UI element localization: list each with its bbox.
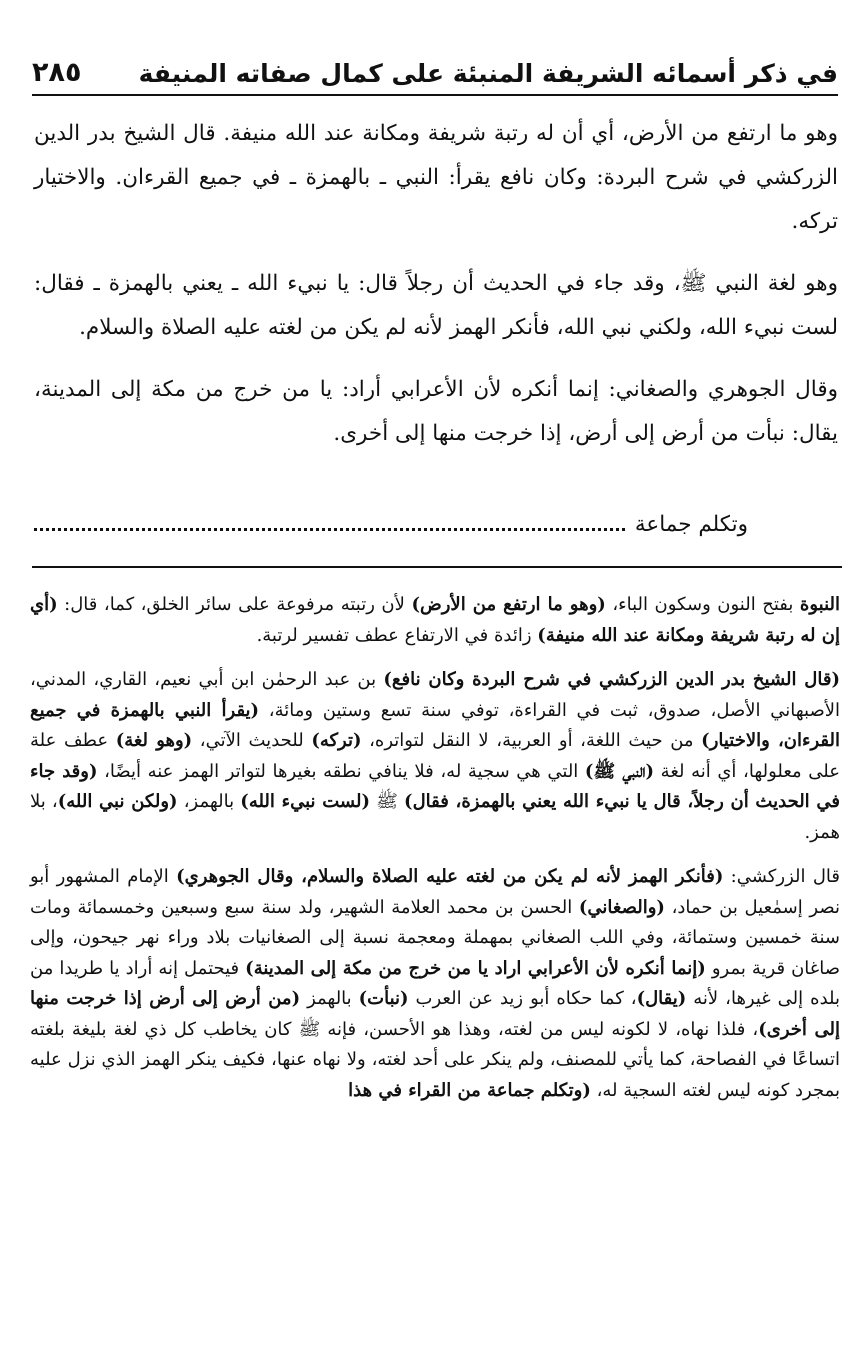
page-number: ٢٨٥ bbox=[32, 57, 82, 88]
commentary-segment: من حيث اللغة، أو العربية، لا النقل لتواتره، bbox=[361, 730, 702, 751]
commentary-quote: (والصغاني) bbox=[578, 896, 665, 918]
commentary-segment: قال الزركشي: bbox=[723, 866, 840, 887]
commentary-quote: (قال الشيخ بدر الدين الزركشي في شرح البردة وكان نافع) bbox=[383, 669, 840, 690]
catchline-text: وتكلم جماعة bbox=[634, 512, 748, 537]
page-header bbox=[32, 38, 838, 96]
commentary-segment: بن عبد الرحمٰن ابن أبي نعيم، القاري، المدني، الأصبهاني الأصل، صدوق، ثبت في القراءة، توفي سنة تسع وستين ومائة، bbox=[30, 669, 840, 721]
commentary-quote: (وهو ما ارتفع من الأرض) bbox=[411, 594, 606, 615]
main-paragraph: وقال الجوهري والصغاني: إنما أنكره لأن الأعرابي أراد: يا من خرج من مكة إلى المدينة، يقال: نبأت من أرض إلى أرض، إذا خرجت منها إلى أخرى. bbox=[34, 377, 838, 446]
main-text bbox=[34, 112, 838, 474]
header-title: في ذكر أسمائه الشريفة المنبئة على كمال صفاته المنيفة bbox=[138, 59, 838, 88]
commentary-paragraph bbox=[30, 665, 840, 848]
commentary-quote: (يقال) bbox=[636, 988, 687, 1009]
commentary-quote: (لست نبيء الله) bbox=[240, 791, 370, 812]
commentary-segment: بفتح النون وسكون الباء، bbox=[605, 594, 800, 615]
main-paragraph: وهو ما ارتفع من الأرض، أي أن له رتبة شريفة ومكانة عند الله منيفة. قال الشيخ بدر الدين الزركشي في شرح البردة: وكان نافع يقرأ: النبي ـ بالهمزة ـ في جميع القرءان. والاختيار تركه. bbox=[34, 121, 838, 234]
commentary-quote: (وقد جاء في الحديث أن رجلاً، قال يا نبيء الله يعني بالهمزة، فقال) bbox=[30, 760, 840, 812]
commentary-quote: (النبي ﷺ) bbox=[584, 760, 655, 782]
commentary-paragraph bbox=[30, 590, 840, 651]
commentary-segment: بالهمز bbox=[300, 988, 359, 1009]
commentary-text bbox=[30, 590, 840, 1120]
catchline bbox=[34, 512, 748, 537]
commentary-segment: الإمام المشهور أبو نصر إسمٰعيل بن حماد، bbox=[30, 866, 840, 918]
commentary-segment: لأن رتبته مرفوعة على سائر الخلق، كما، قال: bbox=[57, 594, 412, 615]
commentary-divider bbox=[32, 566, 842, 568]
commentary-segment: ، كما حكاه أبو زيد عن العرب bbox=[408, 988, 637, 1009]
commentary-segment: التي هي سجية له، فلا ينافي نطقه بغيرها لتواتر الهمز عنه أيضًا، bbox=[97, 760, 585, 782]
commentary-quote: (تركه) bbox=[311, 730, 362, 751]
commentary-segment: ﷺ bbox=[369, 791, 405, 812]
commentary-paragraph bbox=[30, 862, 840, 1106]
commentary-quote: (وهو لغة) bbox=[115, 730, 193, 751]
commentary-segment: فيحتمل إنه أراد يا طريدا من بلده إلى غيرها، لأنه bbox=[30, 957, 840, 1009]
commentary-segment: الحسن بن محمد العلامة الشهير، ولد سنة سبع وسبعين وخمسمائة ومات سنة خمسين وستمائة، وفي اللب الصغاني بمهملة ومعجمة نسبة إلى الصغانيات بلاد وراء نهر جيحون، وإلى صاغان قرية بمرو bbox=[30, 896, 840, 979]
commentary-quote: (من أرض إلى أرض إذا خرجت منها إلى أخرى) bbox=[30, 988, 841, 1040]
commentary-quote: النبوة bbox=[799, 594, 840, 615]
commentary-quote: (أي إن له رتبة شريفة ومكانة عند الله منيفة) bbox=[30, 594, 840, 646]
commentary-quote: (نبأت) bbox=[358, 988, 409, 1009]
commentary-segment: زائدة في الارتفاع عطف تفسير لرتبة. bbox=[256, 624, 538, 646]
commentary-segment: ، بلا همز. bbox=[30, 791, 840, 843]
commentary-quote: (فأنكر الهمز لأنه لم يكن من لغته عليه الصلاة والسلام، وقال الجوهري) bbox=[176, 866, 724, 887]
commentary-segment: بالهمز، bbox=[177, 791, 241, 812]
dotted-leader bbox=[34, 518, 625, 531]
commentary-quote: (ولكن نبي الله) bbox=[57, 791, 178, 812]
commentary-segment: للحديث الآتي، bbox=[192, 730, 312, 751]
commentary-quote: (وتكلم جماعة من القراء في هذا bbox=[348, 1079, 591, 1101]
commentary-segment: ، فلذا نهاه، لا لكونه ليس من لغته، وهذا هو الأحسن، فإنه ﷺ كان يخاطب كل ذي لغة بليغة بلغته اتساعًا في الفصاحة، كما يأتي للمصنف، ولم ينكر على أحد لغته، ولا نهاه عنها، فكيف ينكر الهمز الذي نزل عليه بمجرد كونه ليس لغته السجية له، bbox=[30, 1018, 840, 1101]
commentary-quote: (إنما أنكره لأن الأعرابي اراد يا من خرج من مكة إلى المدينة) bbox=[245, 957, 706, 979]
main-paragraph: وهو لغة النبي ﷺ، وقد جاء في الحديث أن رجلاً قال: يا نبيء الله ـ يعني بالهمزة ـ فقال: لست نبيء الله، ولكني نبي الله، فأنكر الهمز لأنه لم يكن من لغته عليه الصلاة والسلام. bbox=[34, 271, 838, 340]
commentary-quote: (يقرأ النبي بالهمزة في جميع القرءان، والاختيار) bbox=[30, 699, 840, 751]
commentary-segment: عطف علة على معلولها، أي أنه لغة bbox=[30, 730, 841, 782]
